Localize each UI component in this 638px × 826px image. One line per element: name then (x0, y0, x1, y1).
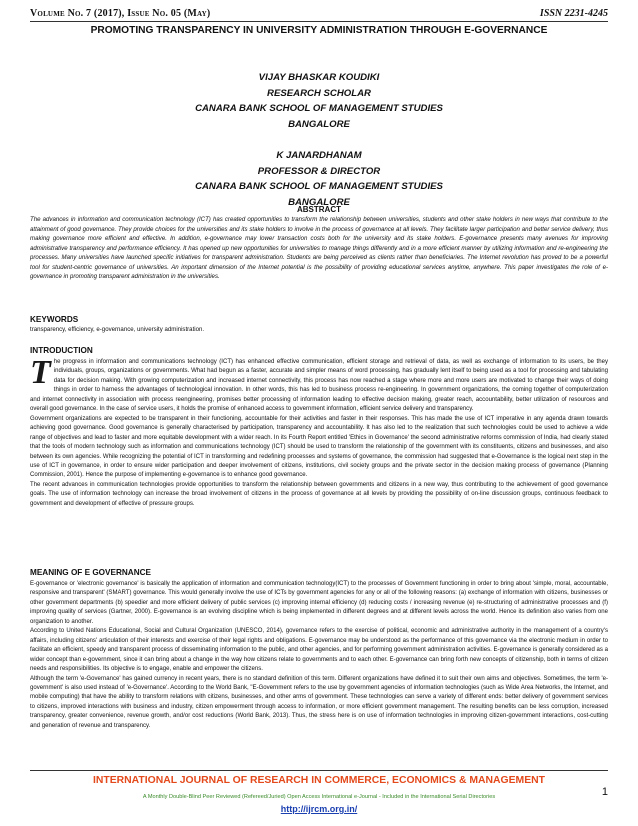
intro-paragraph-1-text: he progress in information and communications technology (ICT) has enhanced effective communication, efficient storage and retrieval of data, as well as exchange of information to its users, be they individuals, groups, organizations or governments. What had begun as a faster, accurate and simpler means of word processing, has gradually lent itself to being used as a tool for processing and tabulating data for decision making. With growing computerization and increased internet connectivity, this process has now reached a stage where more and more users are motivated to change their ways of doing things in order to harness the advantages of technological innovation. In other words, this has led to business process re-engineering. In government organizations, the coming together of computerization and internet connectivity in association with process reengineering, promises better processing of information leading to effective decision making, greater reach, accountability, better utilization of resources and overall good governance. In the case of service users, it holds the promise of enhanced access to government information, efficient service delivery and transparency. (30, 359, 608, 413)
intro-paragraph-3: The recent advances in communication technologies provide opportunities to transform the relationship between governments and citizens in a new way, thus contributing to the achievement of good governance goals. The use of information technology can increase the broad involvement of citizens in the process of governance at all levels by providing the possibility of on-line discussion groups, continuous feedback to government and development of effective of pressure groups. (30, 481, 608, 507)
intro-paragraph-1 (30, 354, 608, 415)
paper-title: PROMOTING TRANSPARENCY IN UNIVERSITY ADMINISTRATION THROUGH E-GOVERNANCE (90, 25, 548, 36)
dropcap-letter: T (30, 354, 51, 391)
keywords-text: transparency, efficiency, e-governance, university administration. (30, 326, 205, 333)
header-divider (30, 21, 608, 22)
meaning-paragraph-1: E-governance or 'electronic governance' is basically the application of information and communication technology(ICT) to the processes of Government functioning in order to bring about 'simple, moral, accountable, responsive and transparent' (SMART) governance. This would generally involve the use of ICTs by government agencies for any or all of the following reasons: (a) exchange of information with citizens, businesses or other government departments (b) speedier and more efficient delivery of public services (c) improving internal efficiency (d) reducing costs / increasing revenue (e) re-structuring of administrative processes and (f) improving quality of services (Gartner, 2000). E-governance is an evolving discipline which is being implemented in different degrees and at different levels across the world. Hence its definition also varies from one organization to another. (30, 581, 608, 625)
introduction-heading: INTRODUCTION (30, 346, 93, 355)
meaning-paragraph-2: According to United Nations Educational, Social and Cultural Organization (UNESCO, 2014), governance refers to the exercise of political, economic and administrative authority in the management of a country's affairs, including citizens' articulation of their interests and exercise of their legal rights and obligations. E-governance may be understood as the performance of this governance via the electronic medium in order to facilitate an efficient, speedy and transparent process of disseminating information to the public, and other agencies, and for performing government administration activities. E-governance is generally considered as a wider concept than e-government, since it can bring about a change in the way how citizens relate to governments and to each other. E-governance can bring forth new concepts of citizenship, both in terms of citizen needs and responsibilities. Its objective is to engage, enable and empower the citizens. (30, 628, 608, 673)
introduction-body (30, 354, 608, 509)
journal-url-link[interactable]: http://ijrcm.org.in/ (280, 804, 358, 814)
meaning-paragraph-3: Although the term 'e-Governance' has gained currency in recent years, there is no standard definition of this term. Different organizations have defined it to suit their own aims and objectives. Sometimes, the term 'e-government' is also used instead of 'e-Governance'. According to the World Bank, "E-Government refers to the use by government agencies of information technologies (such as Wide Area Networks, the Internet, and mobile computing) that have the ability to transform relations with citizens, businesses, and other arms of government. These technologies can serve a variety of different ends: better delivery of government services to citizens, improved interactions with business and industry, citizen empowerment through access to information, or more efficient government management. The resulting benefits can be less corruption, increased transparency, greater convenience, revenue growth, and/or cost reductions (World Bank, 2013). Thus, the stress here is on use of information technologies in improving citizen-government interactions, cost-cutting and generation of revenue and transparency. (30, 675, 608, 729)
footer-divider (30, 770, 608, 771)
abstract-heading: ABSTRACT (297, 205, 341, 214)
page-number: 1 (601, 786, 608, 798)
intro-paragraph-2: Government organizations are expected to be transparent in their functioning, accountable for their activities and faster in their responses. This has made the use of ICT imperative in any agenda drawn towards achieving good governance. Good governance is generally characterised by participation, transparency and accountability. It has also led to the realization that such technologies could be used to achieve a wide range of objectives and lead to faster and more equitable development with a wider reach. In its Fourth Report entitled 'Ethics in Governance' the second administrative reforms commission of India, had clearly stated that the tools of modern technology such as information and communications technology (ICT) should be used to transform the relationship of the government with its constituents, citizens and businesses, and also between its own agencies. While recognizing the potential of ICT in transforming and redefining processes and systems of governance, the commission had suggested that e-Governance is the logical next step in the use of ICT in governance, in order to ensure wider participation and deeper involvement of citizens, institutions, civil society groups and the private sector in the decision making process of governance (Planning Commission, 2001). Hence the purpose of implementing e-governance is to enhance good governance. (30, 415, 608, 479)
keywords-heading: KEYWORDS (30, 315, 79, 324)
meaning-body (30, 580, 608, 731)
running-header (30, 8, 608, 22)
author-institution: CANARA BANK SCHOOL OF MANAGEMENT STUDIES (195, 103, 443, 114)
author-role: PROFESSOR & DIRECTOR (257, 165, 381, 177)
author-name: VIJAY BHASKAR KOUDIKI (258, 72, 380, 83)
author-1 (30, 70, 608, 132)
author-role: RESEARCH SCHOLAR (267, 87, 371, 99)
author-city: BANGALORE (288, 196, 350, 208)
volume-issue: Volume No. 7 (2017), Issue No. 05 (May) (30, 8, 211, 19)
issn: ISSN 2231-4245 (539, 8, 608, 19)
abstract-text: The advances in information and communication technology (ICT) has created opportunities to transform the relationship between universities, students and other stake holders in new ways that contribute to the attainment of good governance. They provide choices for the universities and its stake holders to involve in the process of governance at all levels. They facilitate larger participation and better service delivery, thus making governance more efficient and effective. In addition, e-governance may lower transaction costs both for the university and its stake holders. E-governance presents many avenues for improving administrative transparency and performance efficiency. It has opened up new opportunities for universities to manage things differently and in a more efficient manner by utilizing information and re-engineering the processes. Many universities have launched specific initiatives for transparent administration. Students are being perceived as clients rather than beneficiaries. The Internet revolution has proved to be a powerful tool for student-centric governance of universities. An important dimension of the Internet potential is the possibility of providing educational services anytime, anywhere. This paper investigates the role of e-governance in promoting transparent administration in the universities. (30, 216, 608, 280)
author-2 (30, 148, 608, 210)
author-city: BANGALORE (288, 118, 350, 130)
journal-subtitle: A Monthly Double-Blind Peer Reviewed (Refereed/Juried) Open Access International e-Journal - Included in the International Serial Directories (142, 794, 496, 800)
author-name: K JANARDHANAM (276, 150, 362, 161)
author-list (30, 70, 608, 226)
journal-title: INTERNATIONAL JOURNAL OF RESEARCH IN COMMERCE, ECONOMICS & MANAGEMENT (92, 775, 545, 786)
meaning-heading: MEANING OF E GOVERNANCE (30, 568, 152, 577)
author-institution: CANARA BANK SCHOOL OF MANAGEMENT STUDIES (195, 181, 443, 192)
